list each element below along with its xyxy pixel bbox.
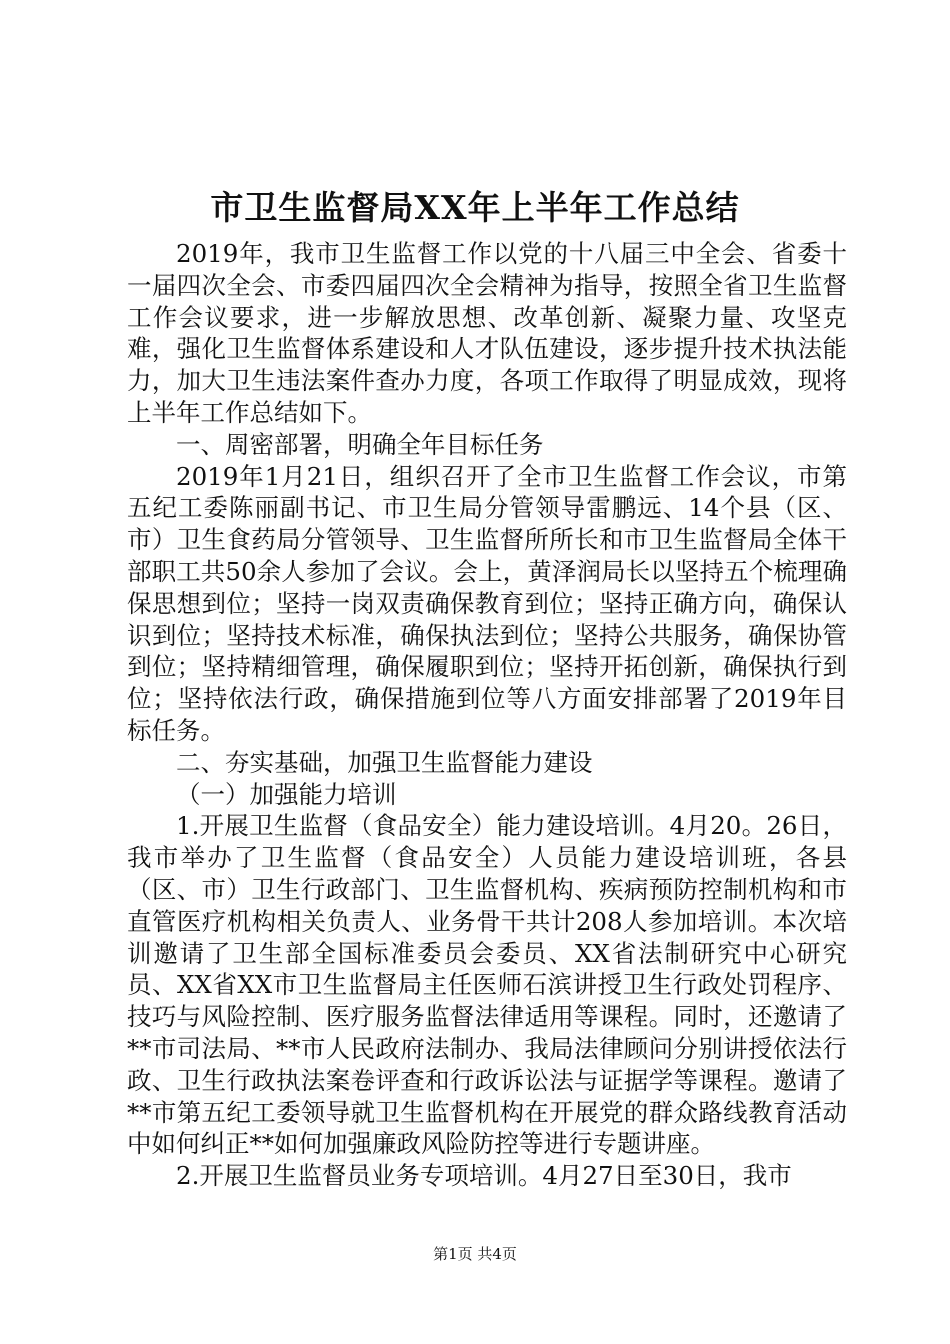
subsection-heading-1: （一）加强能力培训 — [176, 779, 397, 809]
item-1-paragraph: 1.开展卫生监督（食品安全）能力建设培训。4月20。26日，我市举办了卫生监督（食品安全）人员能力建设培训班，各县（区、市）卫生行政部门、卫生监督机构、疾病预防控制机构和市直管医疗机构相关负责人、业务骨干共计208人参加培训。本次培训邀请了卫生部全国标准委员会委员、XX省法制研究中心研究员、XX省XX市卫生监督局主任医师石滨讲授卫生行政处罚程序、技巧与风险控制、医疗服务监督法律适用等课程。同时，还邀请了**市司法局、**市人民政府法制办、我局法律顾问分别讲授依法行政、卫生行政执法案卷评查和行政诉讼法与证据学等课程。邀请了**市第五纪工委领导就卫生监督机构在开展党的群众路线教育活动中如何纠正**如何加强廉政风险防控等进行专题讲座。 — [127, 811, 847, 1159]
section-heading-2: 二、夯实基础，加强卫生监督能力建设 — [176, 747, 593, 777]
section-1-paragraph: 2019年1月21日，组织召开了全市卫生监督工作会议，市第五纪工委陈丽副书记、市卫生局分管领导雷鹏远、14个县（区、市）卫生食药局分管领导、卫生监督所所长和市卫生监督局全体干部职工共50余人参加了会议。会上，黄泽润局长以坚持五个梳理确保思想到位；坚持一岗双责确保教育到位；坚持正确方向，确保认识到位；坚持技术标准，确保执法到位；坚持公共服务，确保协管到位；坚持精细管理，确保履职到位；坚持开拓创新，确保执行到位；坚持依法行政，确保措施到位等八方面安排部署了2019年目标任务。 — [127, 461, 847, 745]
document-title: 市卫生监督局XX年上半年工作总结 — [210, 188, 740, 227]
section-heading-1: 一、周密部署，明确全年目标任务 — [176, 429, 544, 459]
intro-paragraph: 2019年，我市卫生监督工作以党的十八届三中全会、省委十一届四次全会、市委四届四次全会精神为指导，按照全省卫生监督工作会议要求，进一步解放思想、改革创新、凝聚力量、攻坚克难，强化卫生监督体系建设和人才队伍建设，逐步提升技术执法能力，加大卫生违法案件查办力度，各项工作取得了明显成效，现将上半年工作总结如下。 — [127, 239, 847, 427]
item-2-paragraph: 2.开展卫生监督员业务专项培训。4月27日至30日，我市 — [176, 1161, 792, 1191]
document-body — [127, 238, 847, 1192]
page-number-footer: 第1页 共4页 — [433, 1245, 517, 1263]
